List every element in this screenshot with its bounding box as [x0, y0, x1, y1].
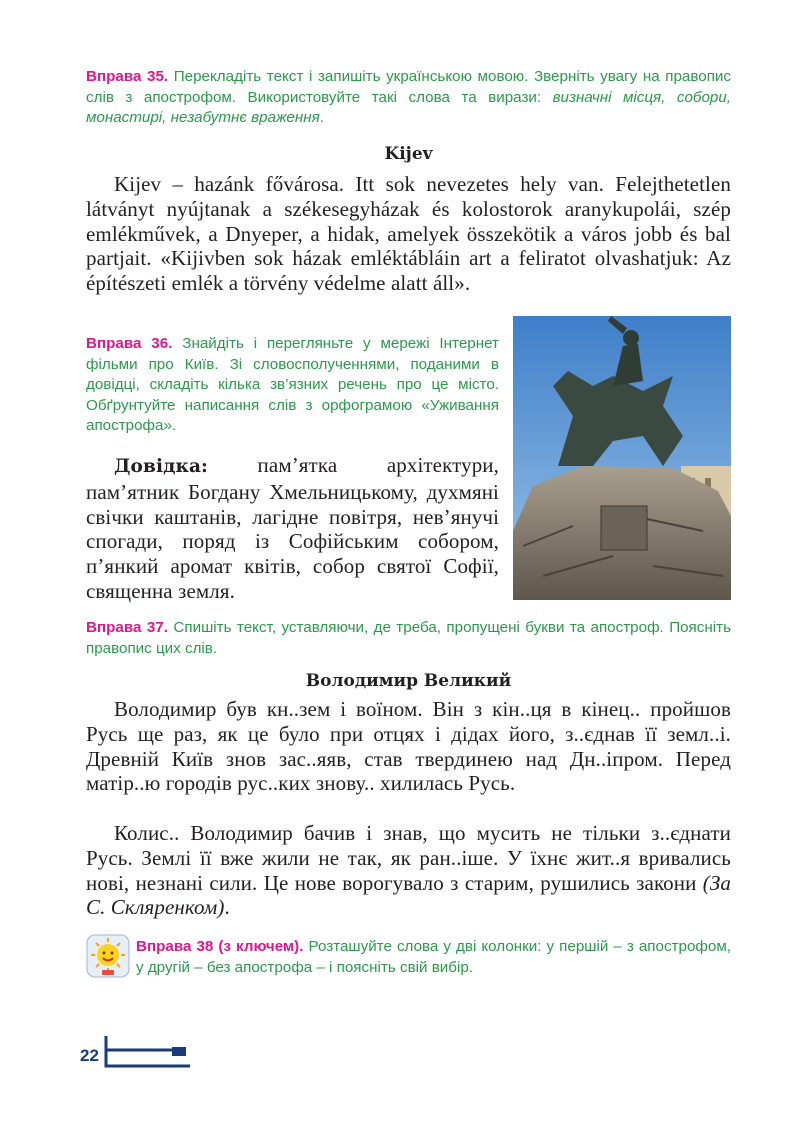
exercise-35-text: Перекладіть текст і запишіть українською мовою. Зверніть увагу на правопис слів з апострофом. Використовуйте такі слова та вирази: — [86, 68, 732, 106]
dovidka-label: Довідка: — [114, 456, 208, 477]
exercise-35-vocabulary: визначні місця, собори, монастирі, незабутнє враження — [86, 88, 731, 126]
exercise-38-text: Розташуйте слова у дві колонки: у першій – з апострофом, у другій – без апострофа – і поясніть свій вибір. — [136, 938, 731, 976]
source-citation: (За С. Скляренком) — [86, 870, 731, 920]
kijev-title: Kijev — [384, 144, 433, 164]
exercise-36 — [86, 334, 499, 437]
volodymyr-paragraph-1: Володимир був кн..зем і воїном. Він з кін..ця в кінец.. пройшов Русь ще раз, як це було при отцях і дідах його, з..єднав її земл..і. Древній Київ знов зас..яяв, став твердинею над Дн..іпром. Перед матір..ю городів рус..ких знову.. хилилась Русь. — [86, 697, 731, 796]
khmelnytsky-monument-photo — [513, 316, 731, 600]
exercise-36-text: Знайдіть і перегляньте у мережі Інтернет фільми про Київ. Зі словосполученнями, поданими в довідці, складіть кілька зв’язних речень про це місто. Обґрунтуйте написання слів з орфограмою «Уживання апострофа». — [86, 335, 500, 434]
sun-lightbulb-icon — [86, 934, 130, 978]
volodymyr-title: Володимир Великий — [305, 671, 512, 691]
exercise-35-label: Вправа 35. — [86, 68, 169, 85]
dovidka-text: Довідка: пам’ятка архітектури, пам’ятник Богдану Хмельницькому, духмяні свічки каштанів, лагідне повітря, нев’янучі спогади, поряд із Софійським собором, п’янкий аромат квітів, собор святої Софії, священна земля. — [86, 453, 499, 603]
exercise-38 — [136, 937, 731, 978]
kijev-text: Kijev – hazánk fővárosa. Itt sok nevezetes hely van. Felejthetetlen látványt nyújtanak a székesegyházak és kolostorok aranykupolái, szép emlékművek, a Dnyeper, a hidak, amelyek összekötik a város jobb és bal partjait. «Kijivben sok házak emléktábláin art a feliratot olvashatjuk: Az építészeti emlék a törvény védelme alatt áll». — [86, 172, 731, 296]
volodymyr-paragraph-2: Колис.. Володимир бачив і знав, що мусить не тільки з..єднати Русь. Землі її вже жили не так, як ран..іше. У їхнє жит..я вривались нові, незнані сили. Це нове ворогувало з старим, рушились закони (За С. Скляренком). — [86, 821, 731, 920]
exercise-38-label: Вправа 38 (з ключем). — [136, 938, 304, 955]
page-number: 22 — [80, 1046, 99, 1065]
footer-rule — [104, 1036, 190, 1070]
exercise-37-text: Спишіть текст, уставляючи, де треба, пропущені букви та апостроф. Поясніть правопис цих слів. — [86, 619, 732, 657]
exercise-36-label: Вправа 36. — [86, 335, 173, 352]
exercise-35: Вправа 35. Перекладіть текст і запишіть українською мовою. Зверніть увагу на правопис слів з апострофом. Використовуйте такі слова та вирази: визначні місця, собори, монастирі, незабутнє враження. — [86, 68, 732, 126]
exercise-37-label: Вправа 37. — [86, 619, 168, 636]
exercise-37 — [86, 618, 731, 659]
